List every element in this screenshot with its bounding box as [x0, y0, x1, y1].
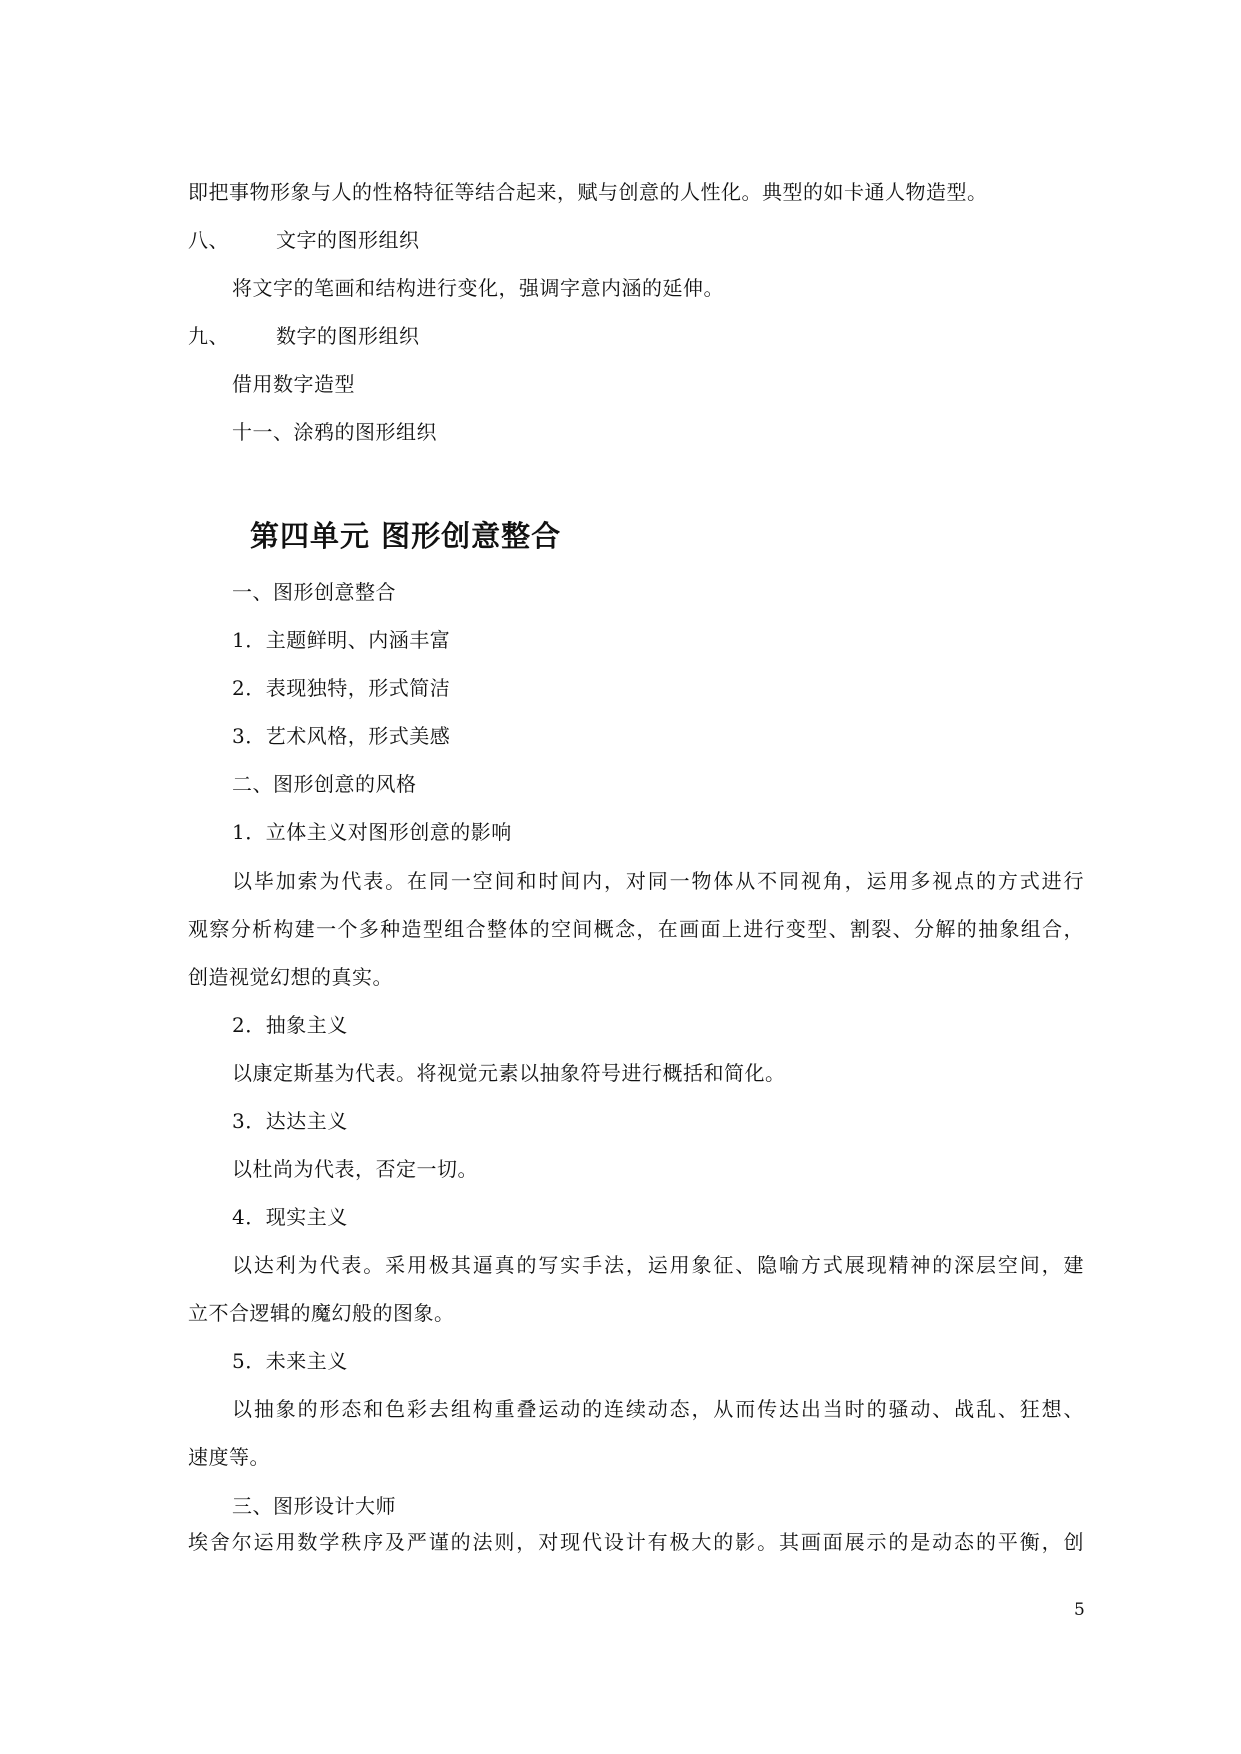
- list-number: 九、: [188, 324, 229, 348]
- paragraph-line: 速度等。: [188, 1445, 270, 1469]
- paragraph-line: 以杜尚为代表，否定一切。: [232, 1157, 478, 1181]
- paragraph-line: 观察分析构建一个多种造型组合整体的空间概念，在画面上进行变型、割裂、分解的抽象组合，: [188, 917, 1084, 941]
- paragraph-line: 创造视觉幻想的真实。: [188, 965, 393, 989]
- paragraph-line: 借用数字造型: [232, 372, 355, 396]
- section-heading: 一、图形创意整合: [232, 580, 396, 604]
- paragraph-line: 即把事物形象与人的性格特征等结合起来，赋与创意的人性化。典型的如卡通人物造型。: [188, 180, 988, 204]
- section-heading: 三、图形设计大师: [232, 1494, 396, 1518]
- list-item: 1．立体主义对图形创意的影响: [232, 820, 512, 844]
- paragraph-line: 立不合逻辑的魔幻般的图象。: [188, 1301, 455, 1325]
- section-heading: 十一、涂鸦的图形组织: [232, 420, 437, 444]
- list-item: 5．未来主义: [232, 1349, 348, 1373]
- list-item-heading: 文字的图形组织: [276, 228, 420, 252]
- list-item: 1．主题鲜明、内涵丰富: [232, 628, 451, 652]
- paragraph-line: 以抽象的形态和色彩去组构重叠运动的连续动态，从而传达出当时的骚动、战乱、狂想、: [232, 1397, 1084, 1421]
- paragraph-line: 以毕加索为代表。在同一空间和时间内，对同一物体从不同视角，运用多视点的方式进行: [232, 869, 1084, 893]
- section-heading: 二、图形创意的风格: [232, 772, 417, 796]
- page-number: 5: [1074, 1600, 1085, 1620]
- list-item: 3．达达主义: [232, 1109, 348, 1133]
- paragraph-line: 以达利为代表。采用极其逼真的写实手法，运用象征、隐喻方式展现精神的深层空间，建: [232, 1253, 1084, 1277]
- list-item: 4．现实主义: [232, 1205, 348, 1229]
- list-number: 八、: [188, 228, 229, 252]
- paragraph-line: 埃舍尔运用数学秩序及严谨的法则，对现代设计有极大的影。其画面展示的是动态的平衡，创: [188, 1530, 1084, 1554]
- list-item-heading: 数字的图形组织: [276, 324, 420, 348]
- unit-title: 第四单元 图形创意整合: [250, 519, 562, 553]
- list-item: 2．表现独特，形式简洁: [232, 676, 451, 700]
- paragraph-line: 将文字的笔画和结构进行变化，强调字意内涵的延伸。: [232, 276, 724, 300]
- paragraph-line: 以康定斯基为代表。将视觉元素以抽象符号进行概括和简化。: [232, 1061, 786, 1085]
- list-item: 3．艺术风格，形式美感: [232, 724, 451, 748]
- list-item: 2．抽象主义: [232, 1013, 348, 1037]
